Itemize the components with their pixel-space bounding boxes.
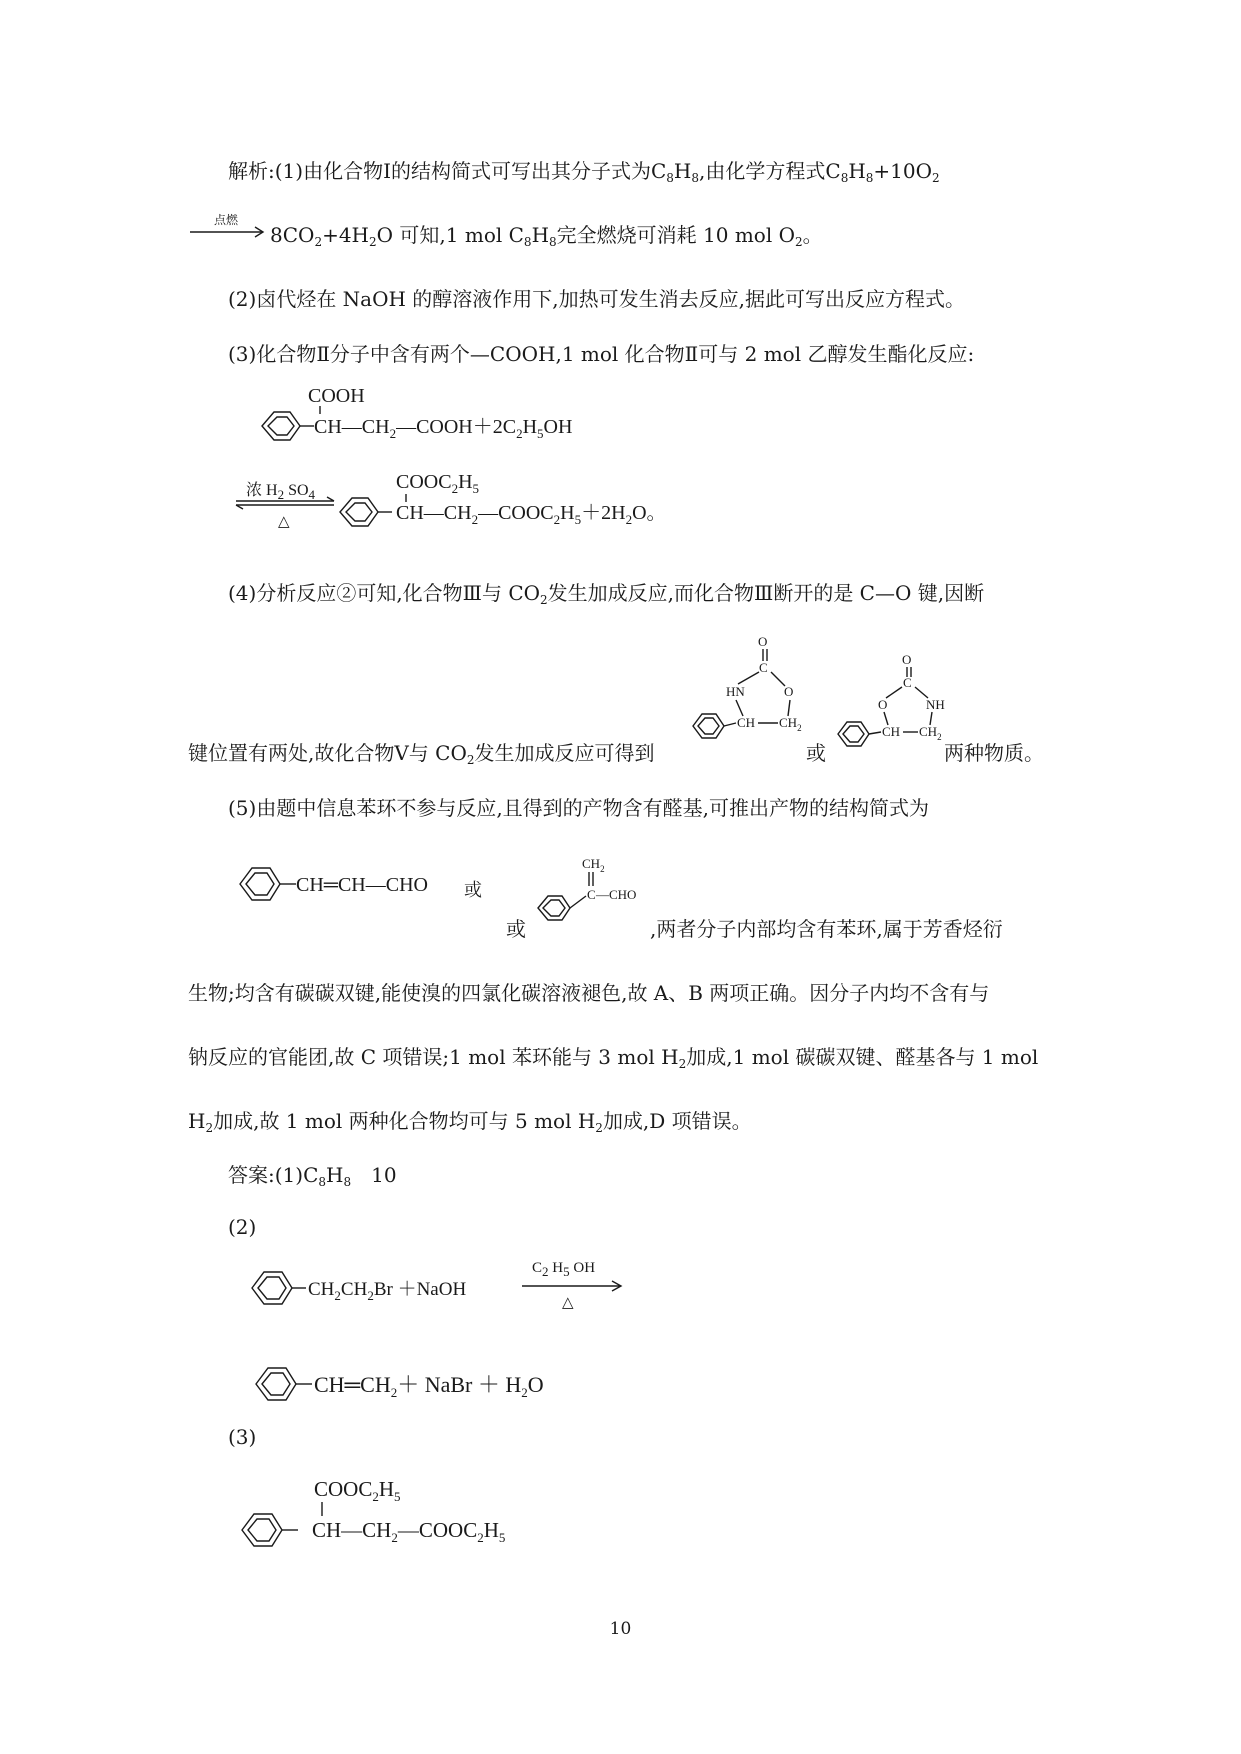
analysis-p5: (5)由题中信息苯环不参与反应,且得到的产物含有醛基,可推出产物的结构简式为 [228,796,930,820]
analysis-p8: $H_2$加成,故 1 mol 两种化合物均可与 5 mol $H_2$加成,D 项错误。 [188,1109,752,1135]
svg-text:CH═CH2＋ NaBr ＋ H2O: $CH═CH_2+$ NaBr ＋ $H_2O$ [314,1372,544,1400]
answer-3-label: (3) [228,1425,257,1449]
svg-text:浓 H2 SO4: 浓 $H_2$ $SO_4$ [246,482,316,502]
svg-text:COOC2H5: $COOC_2H_5$ [396,471,480,496]
analysis-p1: 解析:(1)由化合物Ⅰ的结构简式可写出其分子式为$C_8H_8$,由化学方程式$C_8H_8+10O_2$ [228,159,940,185]
svg-text:△: △ [562,1295,574,1311]
svg-text:CH—CH2—COOH＋2C2H5OH: $CH—CH_2—COOH+2C_2H_5OH$ [314,416,573,441]
svg-text:—CHO: —CHO [596,887,637,902]
svg-text:CH: CH [882,724,901,739]
analysis-p7: 钠反应的官能团,故 C 项错误;1 mol 苯环能与 3 mol $H_2$加成,1 mol 碳碳双键、醛基各与 1 mol [188,1045,1039,1071]
svg-text:CH—CH2—COOC2H5: $CH—CH_2—COOC_2H_5$ [312,1518,506,1545]
analysis-p5-or: 或 [506,917,526,941]
svg-text:或: 或 [464,880,482,900]
svg-text:CH═CH—CHO: CH═CH—CHO [296,874,428,896]
diester-structure [238,1478,578,1558]
elimination-equation-line2 [252,1354,632,1414]
analysis-p4: (4)分析反应②可知,化合物Ⅲ与 $CO_2$发生加成反应,而化合物Ⅲ断开的是 C—O 键,因断 [228,581,985,607]
analysis-p3: (3)化合物Ⅱ分子中含有两个—COOH,1 mol 化合物Ⅱ可与 2 mol 乙醇发生酯化反应: [228,342,975,366]
svg-text:CH: CH [737,715,756,730]
analysis-p5-line: ,两者分子内部均含有苯环,属于芳香烃衍 [650,917,1003,941]
or-text: 或 [806,741,826,765]
svg-text:C: C [587,887,596,902]
svg-text:CH2: $CH_2$ [582,856,605,874]
svg-text:C: C [759,660,768,675]
elimination-equation-line1 [248,1256,628,1318]
svg-text:HN: HN [726,684,745,699]
svg-text:O: O [758,634,768,649]
page-number: 10 [609,1619,632,1639]
analysis-p1b: $8CO_2+4H_2O$ 可知,1 mol $C_8H_8$完全燃烧可消耗 10 mol $O_2$。 [270,223,823,249]
methylene-benzaldehyde-structure [532,856,662,928]
svg-text:CH2: $CH_2$ [919,724,942,742]
esterification-reactant [238,384,658,464]
svg-text:△: △ [278,514,290,530]
svg-text:C2 H5 OH: C2 H5 OH [532,1260,596,1279]
svg-text:O: O [902,652,912,667]
analysis-p4b-end: 两种物质。 [944,741,1044,765]
ignition-label: 点燃 [214,213,239,227]
svg-text:O: O [878,697,888,712]
esterification-product [226,470,746,550]
oxazolidinone-structure-2 [836,654,956,754]
answer-1: 答案$:(1)C_8H_8$ 10 [228,1163,397,1189]
cinnamaldehyde-structure [236,854,496,914]
svg-text:C: C [903,675,912,690]
svg-text:COOC2H5: $COOC_2H_5$ [314,1477,401,1504]
ignition-arrow [188,212,268,240]
analysis-p6: 生物;均含有碳碳双键,能使溴的四氯化碳溶液褪色,故 A、B 两项正确。因分子内均不含有与 [188,981,990,1005]
svg-text:O: O [784,684,794,699]
answer-2-label: (2) [228,1215,257,1239]
oxazolidinone-structure-1 [688,636,808,748]
analysis-p4b: 键位置有两处,故化合物Ⅴ与 $CO_2$发生加成反应可得到 [188,741,655,767]
svg-text:COOH: COOH [308,385,365,407]
svg-text:NH: NH [926,697,945,712]
svg-text:CH2: $CH_2$ [779,715,802,733]
svg-text:CH2CH2Br ＋NaOH: $CH_2CH_2Br$ ＋NaOH [308,1279,467,1303]
analysis-p2: (2)卤代烃在 NaOH 的醇溶液作用下,加热可发生消去反应,据此可写出反应方程式。 [228,287,966,311]
svg-text:CH—CH2—COOC2H5＋2H2O。: $CH—CH_2—COOC_2H_5+2H_2O$。 [396,502,667,527]
